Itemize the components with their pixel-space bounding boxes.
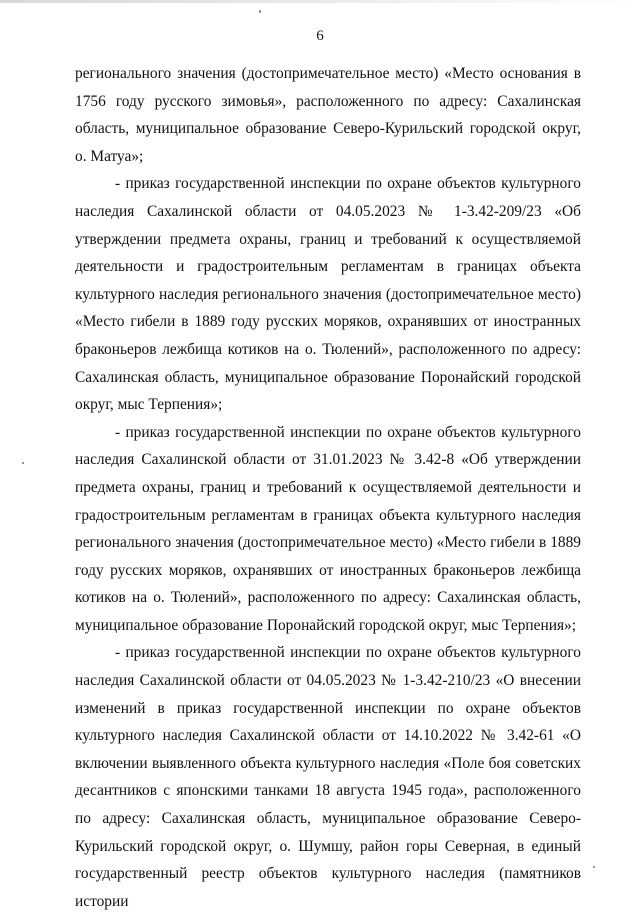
scan-speck [22, 462, 24, 464]
document-body [75, 60, 581, 915]
paragraph-order-209: - приказ государственной инспекции по охране объектов культурного наследия Сахалинской области от 04.05.2023 № 1-3.42-209/23 «Об утверждении предмета охраны, границ и требований к осуществляемой деятельности и градостроительным регламентам в границах объекта культурного наследия регионального значения (достопримечательное место) «Место гибели в 1889 году русских моряков, охранявших от иностранных браконьеров лежбища котиков на о. Тюлений», расположенного по адресу: Сахалинская область, муниципальное образование Поронайский городской округ, мыс Терпения»; [75, 175, 581, 414]
scan-top-edge [0, 0, 640, 3]
scan-speck [593, 866, 595, 868]
paragraph-continuation: регионального значения (достопримечательное место) «Место основания в 1756 году русского зимовья», расположенного по адресу: Сахалинская область, муниципальное образование Северо-Курильский городской округ, о. Матуа»; [75, 65, 581, 165]
paragraph-order-210: - приказ государственной инспекции по охране объектов культурного наследия Сахалинской области от 04.05.2023 № 1-3.42-210/23 «О внесении изменений в приказ государственной инспекции по охране объектов культурного наследия Сахалинской области от 14.10.2022 № 3.42-61 «О включении выявленного объекта культурного наследия «Поле боя советских десантников с японскими танками 18 августа 1945 года», расположенного по адресу: Сахалинская область, муниципальное образование Северо-Курильский городской округ, о. Шумшу, район горы Северная, в единый государственный реестр объектов культурного наследия (памятников истории [75, 644, 581, 910]
paragraph-order-3-42-8: - приказ государственной инспекции по охране объектов культурного наследия Сахалинской области от 31.01.2023 № 3.42-8 «Об утверждении предмета охраны, границ и требований к осуществляемой деятельности и градостроительным регламентам в границах объекта культурного наследия регионального значения (достопримечательное место) «Место гибели в 1889 году русских моряков, охранявших от иностранных браконьеров лежбища котиков на о. Тюлений», расположенного по адресу: Сахалинская область, муниципальное образование Поронайский городской округ, мыс Терпения»; [75, 423, 581, 634]
page-number: 6 [316, 28, 324, 44]
scan-speck [259, 10, 261, 13]
